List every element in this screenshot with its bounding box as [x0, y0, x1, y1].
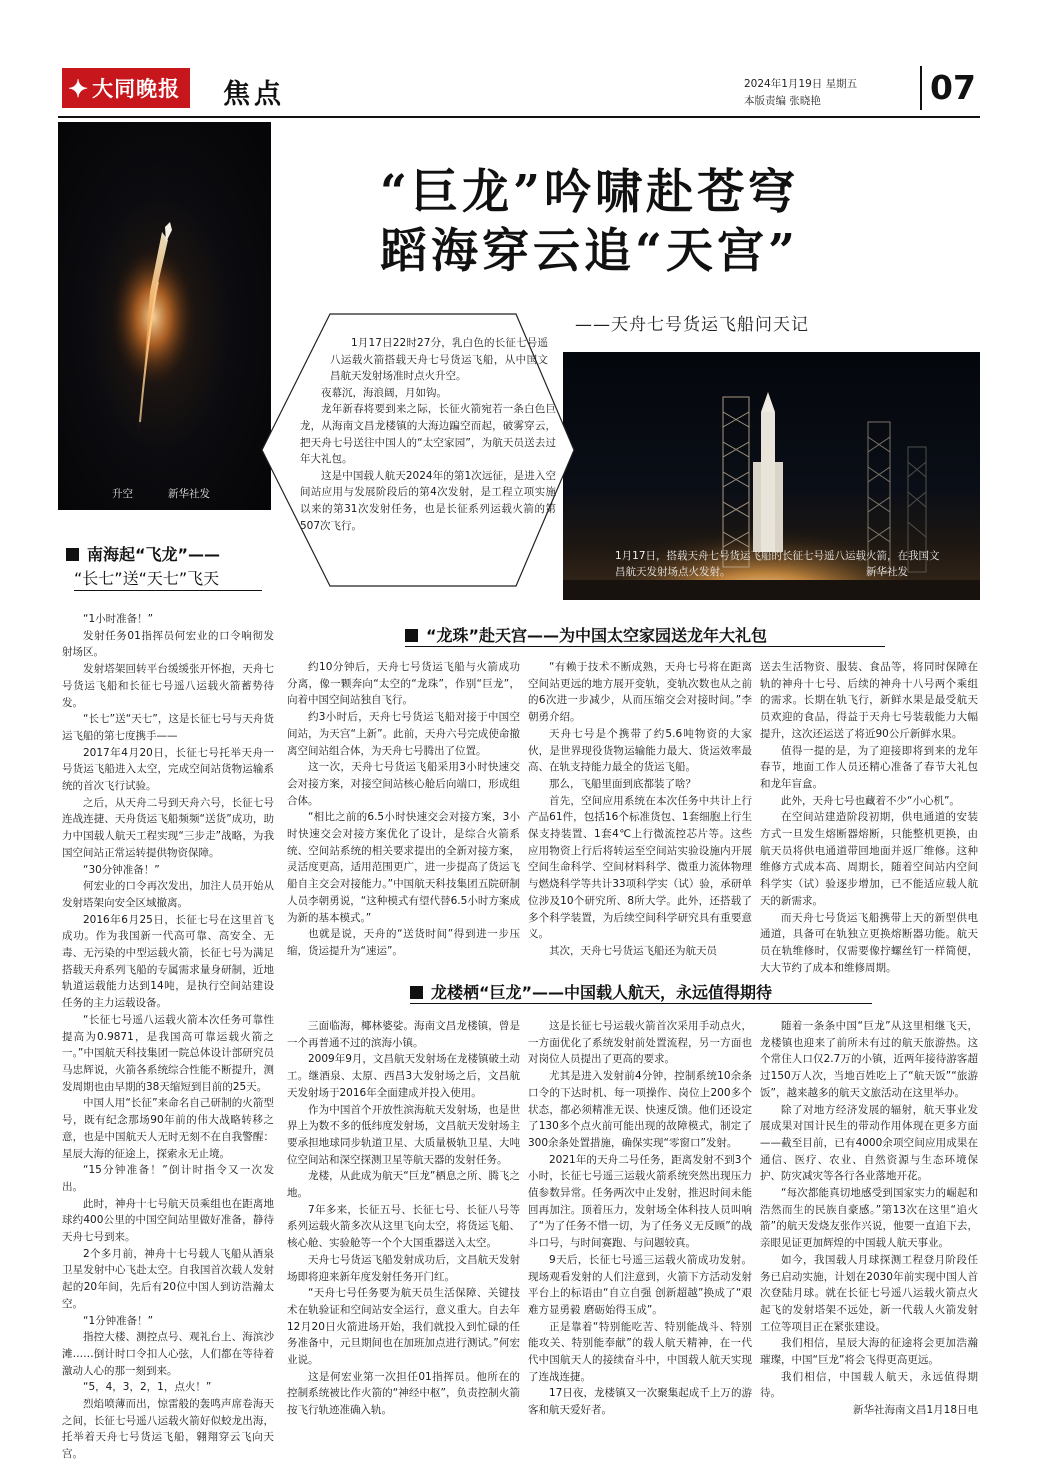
paragraph: 这一次，天舟七号货运飞船采用3小时快速交会对接方案，对接空间站核心舱后向端口，形成组合体。 [287, 761, 520, 807]
intro-paragraph: 1月17日22时27分，乳白色的长征七号遥八运载火箭搭载天舟七号货运飞船，从中国文昌航天发射场准时点火升空。 [330, 337, 548, 383]
paragraph: 我们相信，星辰大海的征途将会更加浩瀚璀璨，中国“巨龙”将会飞得更高更远。 [760, 1337, 978, 1367]
paragraph: 如今，我国载人月球探测工程登月阶段任务已启动实施，计划在2030年前实现中国人首次登陆月球。就在长征七号遥八运载火箭点火起飞的发射塔架不远处，新一代载人火箭发射工位等项目正在紧张建设。 [760, 1253, 978, 1333]
header-divider [920, 66, 922, 110]
square-bullet-icon [410, 986, 423, 999]
paragraph: “1分钟准备！” [83, 1314, 154, 1327]
masthead-logo [62, 68, 190, 108]
paragraph: “5，4，3，2，1，点火！” [83, 1381, 212, 1394]
section2-title: “龙珠”赴天宫——为中国太空家园送龙年大礼包 [405, 623, 767, 646]
paragraph: 何宏业的口令再次发出，加注人员开始从发射塔架向安全区域撤离。 [62, 880, 274, 909]
photo-right-caption: 1月17日，搭载天舟七号货运飞船的长征七号遥八运载火箭，在我国文昌航天发射场点火发射。 [615, 550, 940, 578]
paragraph: 9天后，长征七号遥三运载火箭成功发射。现场观看发射的人们注意到，火箭下方活动发射平台上的标语由“自立自强 创新超越”换成了“艰难方显勇毅 磨砺始得玉成”。 [528, 1253, 752, 1316]
paragraph: 在空间站建造阶段初期，供电通道的安装方式一旦发生熔断器熔断，只能整机更换，由航天员将供电通道带回地面并返厂维修。这种维修方式成本高、周期长，随着空间站内空间科学实（试）验逐步增加，已不能适应载人航天的新需求。 [760, 811, 978, 907]
photo-left-caption: 升空 [112, 488, 133, 500]
paragraph: 作为中国首个开放性滨海航天发射场，也是世界上为数不多的低纬度发射场，文昌航天发射场主要承担地球同步轨道卫星、大质量极轨卫星、大吨位空间站和深空探测卫星等航天器的发射任务。 [287, 1103, 520, 1166]
section3-column-1 [287, 1018, 520, 1419]
paragraph: 送去生活物资、服装、食品等，将同时保障在轨的神舟十七号、后续的神舟十八号两个乘组的需求。长期在轨飞行，新鲜水果是最受航天员欢迎的食品，得益于天舟七号装载能力大幅提升，这次还运送了将近90公斤新鲜水果。 [760, 661, 978, 740]
section2-column-1 [287, 659, 520, 960]
paragraph: 此时，神舟十七号航天员乘组也在距离地球约400公里的中国空间站里做好准备，静待天舟七号到来。 [62, 1197, 274, 1244]
paragraph: 烈焰喷薄而出，惊雷般的轰鸣声席卷海天之间，长征七号遥八运载火箭好似蛟龙出海，托举着天舟七号货运飞船，翱翔穿云飞向天宫。 [62, 1398, 274, 1461]
paragraph: 之后，从天舟二号到天舟六号，长征七号连战连捷、天舟货运飞船频频“送货”成功，助力中国载人航天工程实现“三步走”战略，为我国空间站正常运转提供物资保障。 [62, 796, 274, 859]
paragraph: 天舟七号是个携带了约5.6吨物资的大家伙，是世界现役货物运输能力最大、货运效率最高、在轨支持能力最全的货运飞船。 [528, 727, 752, 774]
intro-paragraph: 龙年新春将要到来之际，长征火箭宛若一条白色巨龙，从海南文昌龙楼镇的大海边蹁空而起，破雾穿云，把天舟七号送往中国人的“太空家园”，为航天员送去过年大礼包。 [300, 403, 556, 466]
paragraph: 2021年的天舟二号任务，距离发射不到3个小时，长征七号遥三运载火箭系统突然出现压力值参数异常。任务两次中止发射，推迟时间未能回再加注。顶着压力，发射场全体科技人员叫响了“为了任务不惜一切，为了任务义无反顾”的战斗口号，与时间赛跑、与问题较真。 [528, 1153, 752, 1250]
section1-underline [74, 590, 262, 591]
headline-subtitle: ——天舟七号货运飞船问天记 [575, 315, 809, 335]
paragraph: 其次，天舟七号货运飞船还为航天员 [549, 944, 717, 957]
paragraph: 发射塔架回转平台缓缓张开怀抱，天舟七号货运飞船和长征七号遥八运载火箭蓄势待发。 [62, 663, 274, 709]
paragraph: “有赖于技术不断成熟，天舟七号将在距离空间站更远的地方展开变轨，变轨次数也从之前的6次进一步减少，从而压缩交会对接时间。”李朝勇介绍。 [528, 661, 752, 724]
intro-paragraph: 这是中国载人航天2024年的第1次远征，是进入空间站应用与发展阶段后的第4次发射，是工程立项实施以来的第31次发射任务，也是长征系列运载火箭的第507次飞行。 [300, 469, 556, 532]
paragraph: 17日夜，龙楼镇又一次聚集起成千上万的游客和航天爱好者。 [528, 1387, 752, 1417]
paragraph: “每次都能真切地感受到国家实力的崛起和浩然而生的民族自豪感。”第13次在这里“追火箭”的航天发烧友张作兴说，他要一直追下去，亲眼见证更加辉煌的中国载人航天事业。 [760, 1187, 978, 1250]
masthead-title: 大同晚报 [92, 76, 181, 101]
paragraph: 2009年9月，文昌航天发射场在龙楼镇破土动工。继酒泉、太原、西昌3大发射场之后，文昌航天发射场于2016年全面建成并投入使用。 [287, 1053, 520, 1099]
logo-mark-icon: ✦ [68, 73, 90, 103]
paragraph: 2017年4月20日，长征七号托举天舟一号货运飞船进入太空，完成空间站货物运输系统的首次飞行试验。 [62, 746, 274, 793]
header-rule [58, 116, 980, 118]
paragraph: 2个多月前，神舟十七号载人飞船从酒泉卫星发射中心飞赴太空。自我国首次载人发射起的20年间，先后有20位中国人到访浩瀚太空。 [62, 1247, 274, 1310]
paragraph: 这是何宏业第一次担任01指挥员。他所在的控制系统被比作火箭的“神经中枢”，负责控制火箭按飞行轨迹准确入轨。 [287, 1370, 520, 1417]
paragraph: 2016年6月25日，长征七号在这里首飞成功。作为我国新一代高可靠、高安全、无毒、无污染的中型运载火箭，长征七号为满足搭载天舟系列飞船的专属需求量身研制，近地轨道运载能力达到14吨，是执行空间站建设任务的主力运载设备。 [62, 913, 274, 1010]
paragraph: 发射任务01指挥员何宏业的口令响彻发射场区。 [62, 629, 274, 659]
paragraph: 三面临海，椰林婆娑。海南文昌龙楼镇，曾是一个再普通不过的滨海小镇。 [287, 1020, 520, 1049]
header-meta [744, 76, 857, 110]
photo-right-credit: 新华社发 [866, 566, 908, 578]
section3-title: 龙楼栖“巨龙”——中国载人航天，永远值得期待 [410, 980, 772, 1003]
paragraph: 那么，飞船里面到底都装了啥？ [549, 777, 696, 790]
section2-column-3 [760, 659, 978, 976]
page-editor: 本版责编 张晓艳 [744, 95, 821, 107]
paragraph: 约10分钟后，天舟七号货运飞船与火箭成功分离，像一颗奔向“太空的“龙珠”，作别“巨龙”，向着中国空间站独自飞行。 [287, 661, 520, 707]
photo-left-credit: 新华社发 [168, 488, 210, 500]
section2-column-2 [528, 659, 752, 960]
square-bullet-icon [66, 548, 79, 561]
headline-line-1: “巨龙”吟啸赴苍穹 [380, 165, 800, 220]
paragraph: 我们相信，中国载人航天，永远值得期待。 [760, 1370, 978, 1400]
issue-date: 2024年1月19日 星期五 [744, 78, 858, 90]
paragraph: “相比之前的6.5小时快速交会对接方案，3小时快速交会对接方案优化了设计，是综合火箭系统、空间站系统的相关要求提出的全新对接方案，灵活度更高，适用范围更广，进一步提高了货运飞船自主交会对接能力。”中国航天科技集团五院研制人员李朝勇说，“这种模式有望代替6.5小时方案成为新的基本模式。” [287, 811, 520, 924]
paragraph: “1小时准备！” [83, 613, 154, 625]
paragraph: “天舟七号任务要为航天员生活保障、关键技术在轨验证和空间站安全运行，意义重大。自去年12月20日火箭进场开始，我们就投入到忙碌的任务准备中，元旦期间也在加班加点进行测试。”何宏业说。 [287, 1287, 520, 1367]
paragraph: “长七”送“天七”，这是长征七号与天舟货运飞船的第七度携手—— [62, 713, 274, 742]
paragraph: 指控大楼、测控点号、观礼台上、海滨沙滩……倒计时口令扣人心弦，人们都在等待着激动人心的那一刻到来。 [62, 1331, 274, 1377]
paragraph: 龙楼，从此成为航天“巨龙”栖息之所、腾飞之地。 [287, 1170, 520, 1200]
paragraph: “30分钟准备！” [83, 863, 160, 876]
page-number: 07 [930, 68, 976, 107]
dateline-credit: 新华社海南文昌1月18日电 [852, 1404, 978, 1417]
section3-column-3 [760, 1018, 978, 1419]
paragraph: 尤其是进入发射前4分钟，控制系统10余条口令的下达时机、每一项操作、岗位上200多个状态，都必须精准无误、快速反馈。他们还设定了130多个点火前可能出现的故障模式，制定了300余条处置措施，确保实现“零窗口”发射。 [528, 1070, 752, 1149]
paragraph: 中国人用“长征”来命名自己研制的火箭型号，既有纪念那场90年前的伟大战略转移之意，也是中国航天人无时无刻不在自我警醒：星辰大海的征途上，探索永无止境。 [62, 1097, 274, 1160]
intro-paragraph: 夜幕沉，海浪阔，月如钩。 [321, 386, 447, 399]
paragraph: 7年多来，长征五号、长征七号、长征八号等系列运载火箭多次从这里飞向太空，将货运飞船、核心舱、实验舱等一个个大国重器送入太空。 [287, 1203, 520, 1250]
paragraph: 天舟七号货运飞船发射成功后，文昌航天发射场即将迎来新年度发射任务开门红。 [287, 1253, 520, 1283]
paragraph: 随着一条条中国“巨龙”从这里相继飞天，龙楼镇也迎来了前所未有过的航天旅游热。这个常住人口仅2.7万的小镇，近两年接待游客超过150万人次，当地百姓吃上了“航天饭”“旅游饭”，越来越多的航天文旅活动在这里举办。 [760, 1020, 978, 1099]
paragraph: 首先，空间应用系统在本次任务中共计上行产品61件，包括16个标准货包、1套细胞上行生保支持装置、1套4℃上行微流控芯片等。这些应用物资上行后将转运至空间站实验设施内开展空间生命科学、空间材料科学、微重力流体物理与燃烧科学等共计33项科学实（试）验，承研单位涉及10个研究所、8所大学。此外，还搭载了多个科学装置，为后续空间科学研究具有重要意义。 [528, 794, 752, 941]
rocket-flame-illustration [58, 122, 271, 510]
paragraph: 而天舟七号货运飞船携带上天的新型供电通道，具备可在轨独立更换熔断器功能。航天员在轨维修时，仅需要像拧螺丝钉一样简便，大大节约了成本和维修周期。 [760, 911, 978, 974]
section3-underline [410, 1003, 872, 1004]
paragraph: 值得一提的是，为了迎接即将到来的龙年春节，地面工作人员还精心准备了春节大礼包和龙年盲盒。 [760, 744, 978, 790]
intro-text [300, 335, 556, 534]
section3-column-2 [528, 1018, 752, 1419]
section1-title-line2: “长七”送“天七”飞天 [74, 569, 220, 588]
headline-line-2: 蹈海穿云追“天宫” [380, 224, 800, 279]
paragraph: 正是靠着“特别能吃苦、特别能战斗、特别能攻关、特别能奉献”的载人航天精神，在一代代中国航天人的接续奋斗中，中国载人航天实现了连战连捷。 [528, 1320, 752, 1383]
section-name: 焦点 [223, 79, 285, 110]
paragraph: “15分钟准备！”倒计时指令又一次发出。 [62, 1164, 274, 1193]
paragraph: 此外，天舟七号也藏着不少“小心机”。 [781, 794, 960, 807]
section1-column [62, 611, 274, 1463]
square-bullet-icon [405, 629, 418, 642]
paragraph: 这是长征七号运载火箭首次采用手动点火，一方面优化了系统发射前处置流程，另一方面也对岗位人员提出了更高的要求。 [528, 1020, 752, 1066]
paragraph: 除了对地方经济发展的辐射，航天事业发展成果对国计民生的带动作用体现在更多方面——截至目前，已有4000余项空间应用成果在通信、医疗、农业、自然资源与生态环境保护、防灾减灾等各行各业落地开花。 [760, 1103, 978, 1183]
launch-photo-left [58, 122, 271, 510]
paragraph: 也就是说，天舟的“送货时间”得到进一步压缩，货运提升为“速运”。 [287, 928, 520, 957]
paragraph: “长征七号遥八运载火箭本次任务可靠性提高为0.9871，是我国高可靠运载火箭之一。”中国航天科技集团一院总体设计部研究员马忠辉说，火箭各系统综合性能不断提升，测发周期也由早期的38天缩短到目前的25天。 [62, 1013, 274, 1093]
section2-underline [405, 646, 885, 647]
paragraph: 约3小时后，天舟七号货运飞船对接于中国空间站，为天宫“上新”。此前，天舟六号完成使命撤离空间站组合体，为天舟七号腾出了位置。 [287, 711, 520, 757]
section1-title-line1: 南海起“飞龙”—— [66, 542, 220, 565]
